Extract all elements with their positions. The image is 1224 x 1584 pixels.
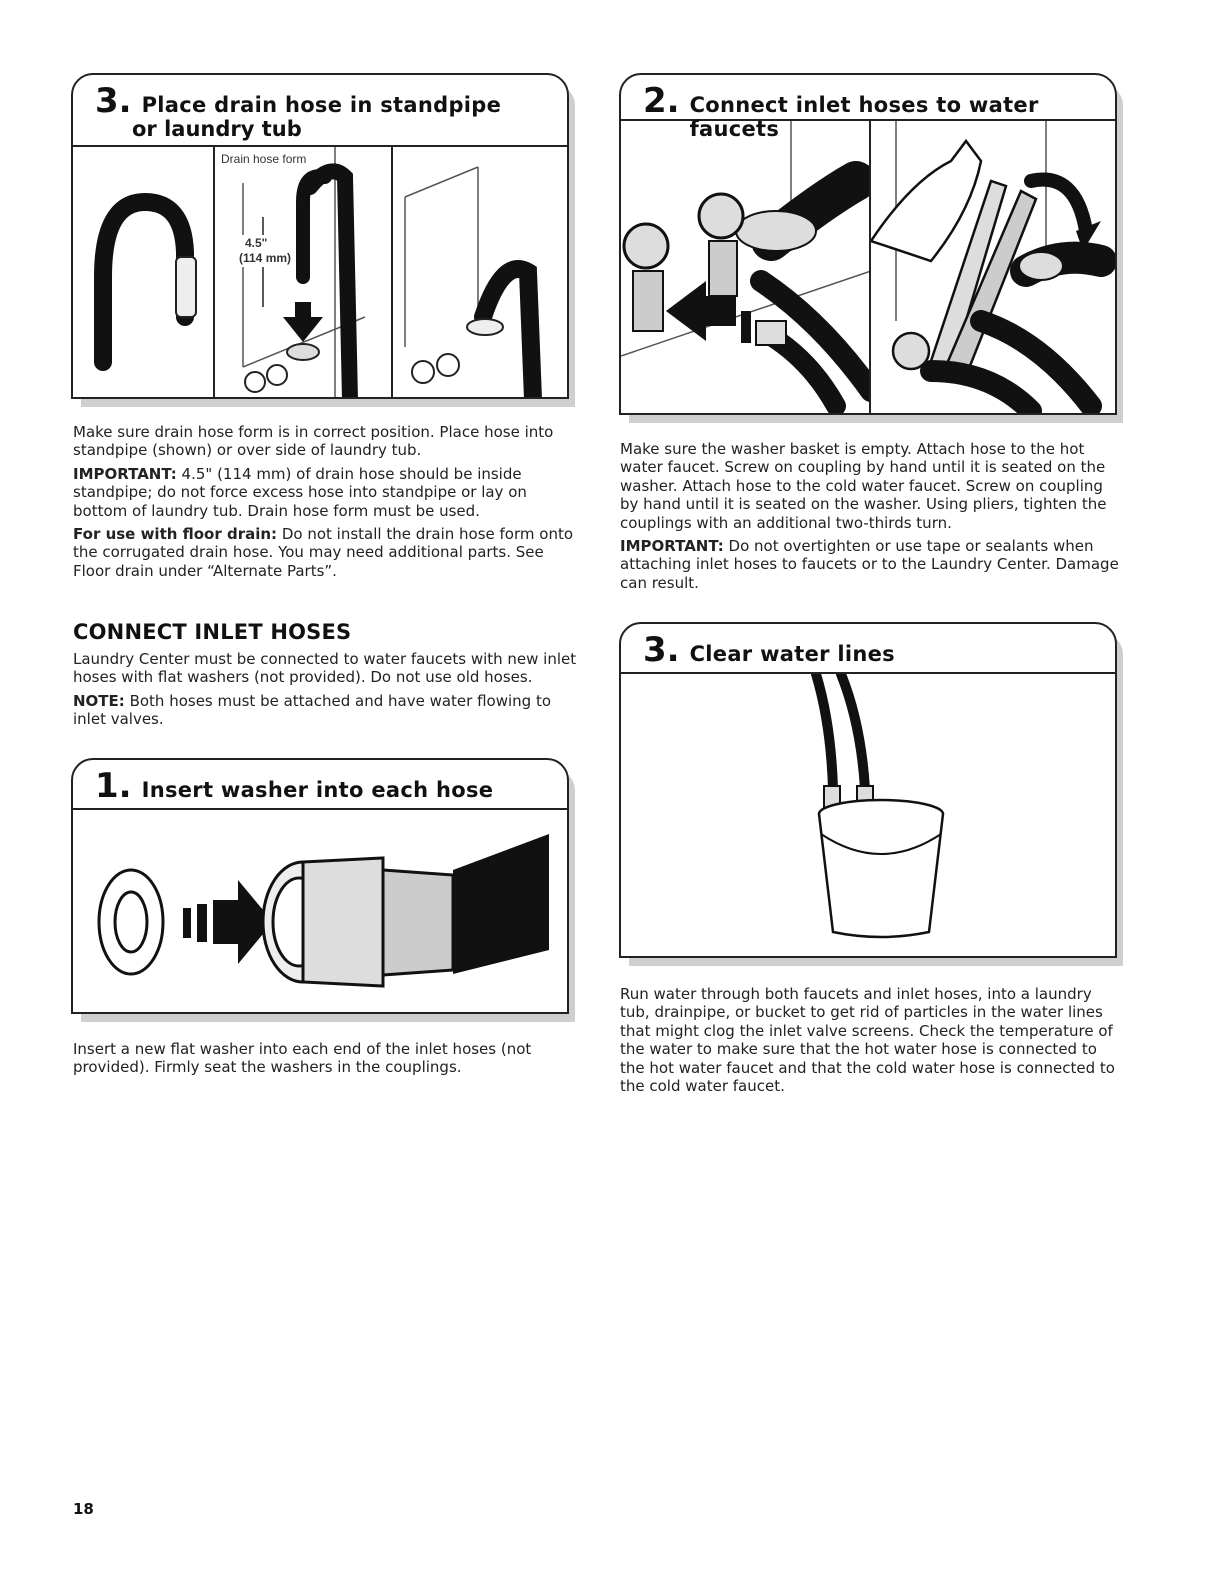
step-number: 2. <box>643 81 680 121</box>
connect-faucets-header <box>621 75 1115 141</box>
connect-faucets-panel <box>619 73 1117 415</box>
connect-faucets-instructions <box>620 440 1120 597</box>
note-text: Both hoses must be attached and have water flowing to inlet valves. <box>73 691 552 729</box>
step-number: 3. <box>643 630 680 670</box>
important-text: 4.5" (114 mm) of drain hose should be inside standpipe; do not force excess hose into standpipe or lay on bottom of laundry tub. Drain hose form must be used. <box>73 464 527 520</box>
insert-washer-instructions: Insert a new flat washer into each end of the inlet hoses (not provided). Firmly seat the washers in the couplings. <box>73 1040 532 1077</box>
step-title: Insert washer into each hose <box>141 778 494 802</box>
bucket-illustration <box>621 674 1115 956</box>
clear-water-lines-header <box>621 624 1115 674</box>
floor-drain-text: Do not install the drain hose form onto the corrugated drain hose. You may need additional parts. See Floor drain under “Alternate Parts”. <box>73 525 574 580</box>
drain-hose-panel <box>71 73 569 399</box>
connect-faucets-illustrations <box>621 121 1115 413</box>
insert-washer-panel <box>71 758 569 1014</box>
step-number: 3. <box>95 81 132 121</box>
floor-drain-note <box>73 525 573 580</box>
step-title: Place drain hose in standpipe <box>141 93 502 117</box>
insert-washer-header <box>73 760 567 810</box>
drain-hose-panel-header <box>73 75 567 147</box>
step-title-line2: or laundry tub <box>132 117 302 141</box>
connect-faucets-para: Make sure the washer basket is empty. Attach hose to the hot water faucet. Screw on coupling by hand until it is seated on the washer. Attach hose to the cold water faucet. Screw on coupling by hand until it is seated on the washer. Using pliers, tighten the couplings with an additional two-thirds turn. <box>620 440 1107 532</box>
step-title: Connect inlet hoses to water faucets <box>689 93 1039 141</box>
drain-hose-important <box>73 465 573 520</box>
clear-water-lines-instructions: Run water through both faucets and inlet hoses, into a laundry tub, drainpipe, or bucket to get rid of particles in the water lines that might clog the inlet valve screens. Check the temperature of the water to make sure that the hot water hose is connected to the hot water faucet and that the cold water hose is connected to the cold water faucet. <box>620 985 1115 1096</box>
connect-faucets-important <box>620 537 1120 592</box>
page-number: 18 <box>73 1500 94 1518</box>
drain-hose-instructions <box>73 423 573 585</box>
connect-inlet-hoses-heading: CONNECT INLET HOSES <box>73 620 352 644</box>
connect-inlet-hoses-text <box>73 650 583 734</box>
important-label: IMPORTANT: <box>620 537 724 556</box>
important-label: IMPORTANT: <box>73 464 177 483</box>
important-text: Do not overtighten or use tape or sealants when attaching inlet hoses to faucets or to the Laundry Center. Damage can result. <box>620 537 1119 592</box>
note-label: NOTE: <box>73 691 125 710</box>
drain-hose-form-label: Drain hose form <box>221 152 307 166</box>
connect-para: Laundry Center must be connected to water faucets with new inlet hoses with flat washers (not provided). Do not use old hoses. <box>73 650 577 687</box>
pliers-illustration <box>871 121 1115 413</box>
step-number: 1. <box>95 766 132 806</box>
standpipe-illustration <box>215 147 393 397</box>
measure-inches: 4.5" <box>245 236 268 250</box>
clear-water-lines-panel <box>619 622 1117 958</box>
laundry-tub-illustration <box>393 147 569 397</box>
attach-hose-illustration <box>621 121 871 413</box>
drain-hose-para: Make sure drain hose form is in correct position. Place hose into standpipe (shown) or over side of laundry tub. <box>73 423 554 460</box>
floor-drain-label: For use with floor drain: <box>73 525 278 544</box>
insert-washer-illustration <box>73 810 567 1012</box>
drain-hose-illustrations <box>73 147 567 397</box>
drain-hose-form-illustration <box>73 147 215 397</box>
connect-note <box>73 692 583 729</box>
measure-mm: (114 mm) <box>239 251 292 265</box>
step-title: Clear water lines <box>689 642 895 666</box>
